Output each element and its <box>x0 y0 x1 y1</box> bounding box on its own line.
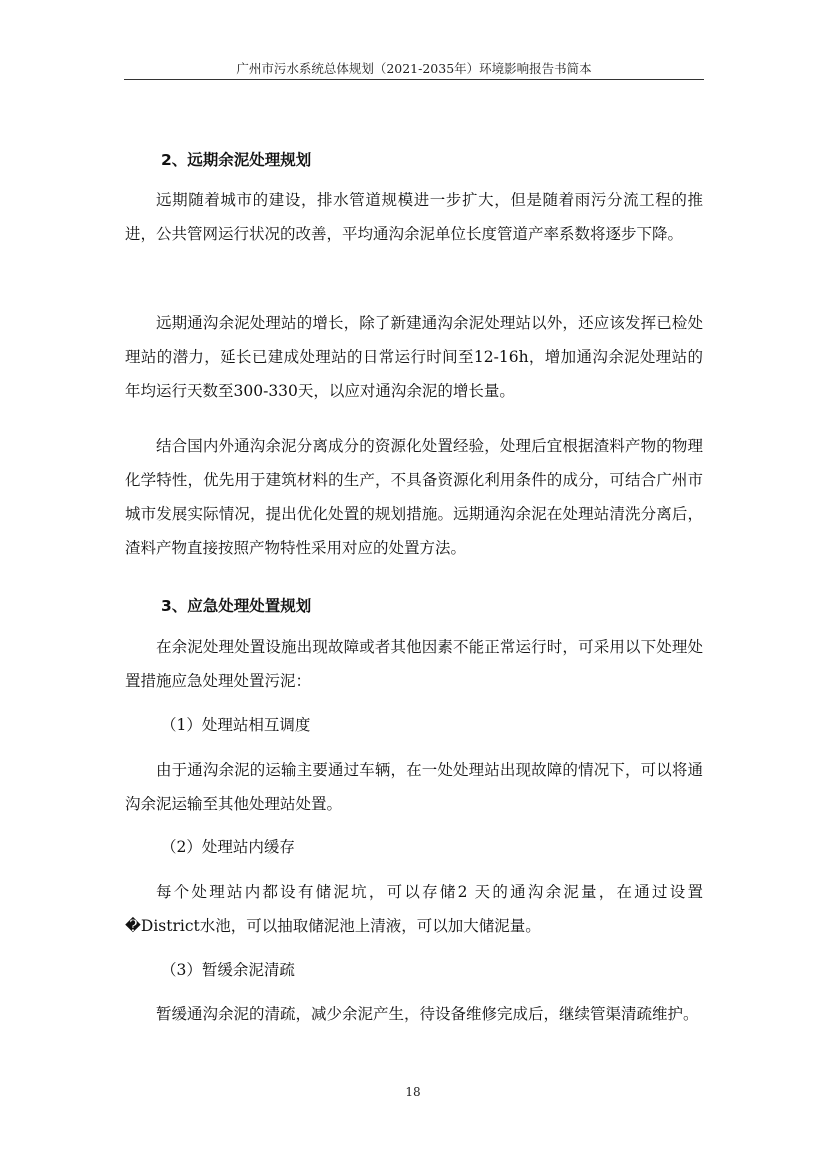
item-title-suspend: （3）暂缓余泥清疏 <box>161 961 295 979</box>
item-text-suspend: 暂缓通沟余泥的清疏，减少余泥产生，待设备维修完成后，继续管渠清疏维护。 <box>156 1005 699 1023</box>
section-heading-emergency: 3、应急处理处置规划 <box>161 597 312 615</box>
paragraph-emergency-intro: 在余泥处理处置设施出现故障或者其他因素不能正常运行时，可采用以下处理处置措施应急处理处置污泥： <box>125 638 703 690</box>
paragraph-long-term-1: 远期随着城市的建设，排水管道规模进一步扩大，但是随着雨污分流工程的推进，公共管网运行状况的改善，平均通沟余泥单位长度管道产率系数将逐步下降。 <box>125 191 703 243</box>
header-rule <box>124 79 704 80</box>
item-text-buffer: 每个处理站内都设有储泥坑，可以存储2 天的通沟余泥量，在通过设置�District水池，可以抽取储泥池上清液，可以加大储泥量。 <box>125 883 703 935</box>
page-number: 18 <box>405 1085 421 1099</box>
item-title-buffer: （2）处理站内缓存 <box>161 838 295 856</box>
item-text-dispatch: 由于通沟余泥的运输主要通过车辆，在一处处理站出现故障的情况下，可以将通沟余泥运输至其他处理站处置。 <box>125 761 703 813</box>
paragraph-long-term-2: 远期通沟余泥处理站的增长，除了新建通沟余泥处理站以外，还应该发挥已检处理站的潜力，延长已建成处理站的日常运行时间至12-16h，增加通沟余泥处理站的年均运行天数至300-330天，以应对通沟余泥的增长量。 <box>125 314 703 400</box>
paragraph-long-term-3: 结合国内外通沟余泥分离成分的资源化处置经验，处理后宜根据渣料产物的物理化学特性，优先用于建筑材料的生产，不具备资源化利用条件的成分，可结合广州市城市发展实际情况，提出优化处置的规划措施。远期通沟余泥在处理站清洗分离后，渣料产物直接按照产物特性采用对应的处置方法。 <box>125 437 703 557</box>
item-title-dispatch: （1）处理站相互调度 <box>161 716 311 734</box>
running-header: 广州市污水系统总体规划（2021-2035年）环境影响报告书简本 <box>236 61 592 76</box>
section-heading-long-term: 2、远期余泥处理规划 <box>161 151 312 169</box>
